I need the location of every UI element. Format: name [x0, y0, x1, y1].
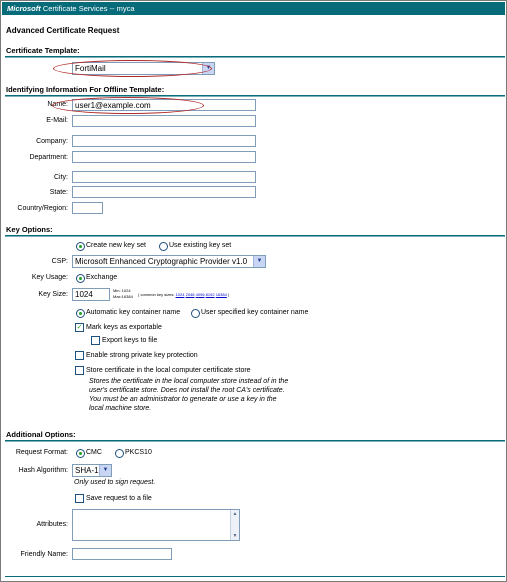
- friendly-name-label: Friendly Name:: [20, 551, 68, 558]
- company-input[interactable]: [72, 135, 256, 147]
- certificate-template-heading: Certificate Template:: [6, 46, 80, 55]
- mark-exportable-label: Mark keys as exportable: [86, 324, 162, 331]
- email-input[interactable]: [72, 115, 256, 127]
- brand-logo: Microsoft: [7, 4, 41, 13]
- key-size-label: Key Size:: [38, 291, 68, 298]
- use-existing-key-label: Use existing key set: [169, 242, 232, 249]
- user-container-radio[interactable]: [191, 309, 200, 318]
- company-label: Company:: [36, 138, 68, 145]
- create-new-key-radio[interactable]: [76, 242, 85, 251]
- banner-title: Certificate Services -- myca: [42, 4, 135, 13]
- highlight-oval: [53, 60, 212, 77]
- state-label: State:: [49, 189, 68, 196]
- key-size-link[interactable]: 16384: [215, 292, 227, 297]
- save-request-checkbox[interactable]: [75, 494, 84, 503]
- key-size-input[interactable]: 1024: [72, 288, 110, 301]
- hash-algorithm-value: SHA-1: [75, 466, 99, 475]
- store-local-checkbox[interactable]: [75, 366, 84, 375]
- chevron-down-icon[interactable]: ▼: [232, 533, 238, 539]
- section-divider: [5, 95, 505, 97]
- common-key-sizes: ( common key sizes: 1024 2048 4096 8192 16384 ): [138, 292, 230, 297]
- additional-options-heading: Additional Options:: [6, 430, 76, 439]
- chevron-up-icon[interactable]: ▲: [232, 511, 238, 517]
- request-format-label: Request Format:: [15, 449, 68, 456]
- pkcs10-radio[interactable]: [115, 449, 124, 458]
- automatic-container-label: Automatic key container name: [86, 309, 181, 316]
- create-new-key-label: Create new key set: [86, 242, 146, 249]
- store-local-note: Stores the certificate in the local computer store instead of in the user's certificate store. Does not install the root CA's certificate. You must be an administrator to generate or use a key in the local machine store.: [89, 378, 289, 412]
- city-label: City:: [54, 174, 68, 181]
- page-title: Advanced Certificate Request: [6, 26, 120, 35]
- section-divider: [5, 576, 505, 577]
- store-local-label: Store certificate in the local computer certificate store: [86, 367, 251, 374]
- key-size-link[interactable]: 1024: [175, 292, 185, 297]
- attributes-label: Attributes:: [36, 521, 68, 528]
- cmc-radio[interactable]: [76, 449, 85, 458]
- hash-algorithm-label: Hash Algorithm:: [18, 467, 68, 474]
- name-label: Name:: [47, 101, 68, 108]
- mark-exportable-checkbox[interactable]: ✓: [76, 324, 83, 331]
- automatic-container-radio[interactable]: [76, 309, 85, 318]
- export-to-file-checkbox[interactable]: [91, 336, 100, 345]
- key-size-min: Min: 1024: [113, 288, 131, 293]
- department-input[interactable]: [72, 151, 256, 163]
- email-label: E-Mail:: [46, 117, 68, 124]
- hash-algorithm-select[interactable]: [72, 464, 112, 477]
- cmc-label: CMC: [86, 449, 102, 456]
- csp-select[interactable]: [72, 255, 266, 268]
- identifying-heading: Identifying Information For Offline Template:: [6, 85, 165, 94]
- key-usage-exchange-radio[interactable]: [76, 274, 85, 283]
- country-input[interactable]: [72, 202, 103, 214]
- use-existing-key-radio[interactable]: [159, 242, 168, 251]
- department-label: Department:: [29, 154, 68, 161]
- key-size-link[interactable]: 8192: [205, 292, 215, 297]
- scrollbar[interactable]: [230, 510, 239, 540]
- name-input[interactable]: user1@example.com: [72, 99, 256, 111]
- certificate-template-value: FortiMail: [75, 64, 106, 73]
- key-size-link[interactable]: 2048: [185, 292, 195, 297]
- key-size-link[interactable]: 4096: [195, 292, 205, 297]
- strong-protection-checkbox[interactable]: [75, 351, 84, 360]
- user-container-label: User specified key container name: [201, 309, 309, 316]
- hash-note: Only used to sign request.: [74, 479, 156, 486]
- pkcs10-label: PKCS10: [125, 449, 152, 456]
- key-usage-label: Key Usage:: [31, 274, 68, 281]
- chevron-down-icon[interactable]: ▼: [202, 63, 214, 74]
- strong-protection-label: Enable strong private key protection: [86, 352, 198, 359]
- city-input[interactable]: [72, 171, 256, 183]
- friendly-name-input[interactable]: [72, 548, 172, 560]
- section-divider: [5, 235, 505, 237]
- state-input[interactable]: [72, 186, 256, 198]
- chevron-down-icon[interactable]: ▼: [99, 465, 111, 476]
- section-divider: [5, 56, 505, 58]
- header-banner: [2, 2, 505, 15]
- highlight-oval: [52, 97, 204, 114]
- key-options-heading: Key Options:: [6, 225, 53, 234]
- key-size-max: Max:16384: [113, 294, 133, 299]
- attributes-textarea[interactable]: [72, 509, 240, 541]
- save-request-label: Save request to a file: [86, 495, 152, 502]
- export-to-file-label: Export keys to file: [102, 337, 158, 344]
- key-usage-value: Exchange: [86, 274, 118, 281]
- section-divider: [5, 440, 505, 442]
- country-label: Country/Region:: [17, 205, 68, 212]
- csp-label: CSP:: [51, 258, 68, 265]
- csp-value: Microsoft Enhanced Cryptographic Provider v1.0: [75, 257, 248, 266]
- chevron-down-icon[interactable]: ▼: [253, 256, 265, 267]
